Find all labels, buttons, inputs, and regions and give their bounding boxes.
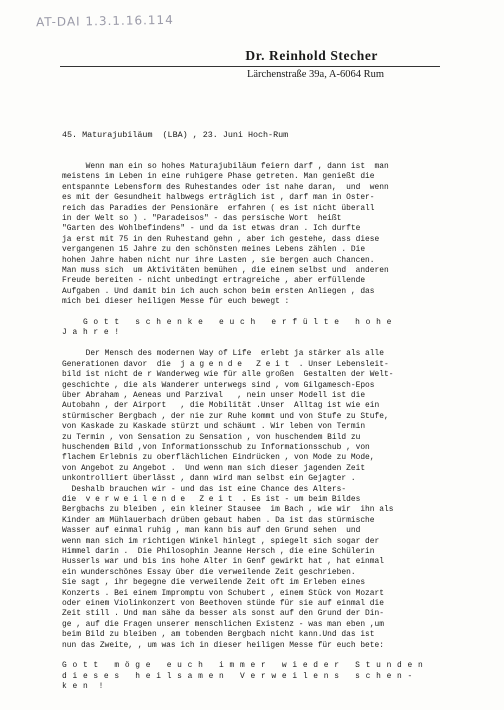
text-line: in der Welt so ) . "Paradeisos" - das persische Wort heißt (62, 214, 342, 224)
text-line: wenn man sich im richtigen Winkel hinlegt , spiegelt sich sogar der (62, 536, 380, 546)
text-line: über Abraham , Aeneas und Parzival , nein unser Modell ist die (62, 390, 366, 400)
paragraph-gap (62, 308, 472, 318)
text-line: die v e r w e i l e n d e Z e i t . Es ist - um beim Bildes (62, 494, 361, 504)
spaced-blessing-paragraph (62, 661, 472, 692)
text-line: d i e s e s h e i l s a m e n V e r w e i l e n s s c h e n - (62, 671, 413, 681)
letterhead-name: Dr. Reinhold Stecher (245, 48, 378, 63)
text-line: Sie sagt , ihr begegne die verweilende Zeit oft im Erleben eines (62, 578, 366, 588)
paragraph-gap (62, 651, 472, 661)
text-line: Wasser auf einmal ruhig , man kann bis auf den Grund sehen und (62, 526, 361, 536)
text-line: Man muss sich um Aktivitäten bemühen , die einem selbst und anderen (62, 266, 389, 276)
text-line: hohen Jahre haben nicht nur ihre Lasten , sie bergen auch Chancen. (62, 255, 375, 265)
letterhead (60, 48, 440, 80)
text-line: Husserls war und bis ins hohe Alter in Genf gewirkt hat , hat einmal (62, 557, 384, 567)
text-line: Kinder am Mühlauerbach drüben gebaut haben . Da ist das stürmische (62, 515, 375, 525)
text-line: unkontrolliert überlässt , dann wird man selbst ein Gejagter . (62, 474, 356, 484)
spaced-blessing-paragraph (62, 318, 472, 339)
text-line: Autobahn , der Airport , die Mobilität .Unser Alltag ist wie ein (62, 401, 380, 411)
text-line: Deshalb brauchen wir - und das ist eine Chance des Alters- (62, 484, 347, 494)
text-line: von Angebot zu Angebot . Und wenn man sich dieser jagenden Zeit (62, 463, 366, 473)
text-line: von Kaskade zu Kaskade stürzt und schäumt . Wir leben von Termin (62, 422, 366, 432)
paragraph-gap (62, 339, 472, 349)
letterhead-rule (60, 66, 440, 67)
text-line: stürmischer Bergbach , der nie zur Ruhe kommt und von Stufe zu Stufe, (62, 411, 389, 421)
text-line: "Garten des Wohlbefindens" - und da ist etwas dran . Ich durfte (62, 224, 361, 234)
text-line: beim Bild zu bleiben , am tobenden Bergbach nicht kann.Und das ist (62, 630, 375, 640)
text-line: es mit der Gesundheit halbwegs erträglich ist , darf man in Öster- (62, 193, 375, 203)
text-line: Bergbachs zu bleiben , ein kleiner Stausee im Bach , wie wir ihn als (62, 505, 394, 515)
text-line: ge , auf die Fragen unserer menschlichen Existenz - was man eben ,um (62, 619, 384, 629)
text-line: Konzerts . Bei einem Impromptu von Schubert , einem Stück von Mozart (62, 588, 384, 598)
text-line: mich bei dieser heiligen Messe für euch bewegt : (62, 297, 290, 307)
text-line: J a h r e ! (62, 328, 120, 338)
text-line: bild ist nicht de r Wanderweg wie für alle großen Gestalten der Welt- (62, 370, 394, 380)
text-line: entspannte Lebensform des Ruhestandes oder ist nahe daran, und wenn (62, 182, 389, 192)
text-line: ja erst mit 75 in den Ruhestand gehn , aber ich gestehe, dass diese (62, 234, 380, 244)
text-line: geschichte , die als Wanderer unterwegs sind , vom Gilgamesch-Epos (62, 380, 375, 390)
text-line: Der Mensch des modernen Way of Life erlebt ja stärker als alle (62, 349, 384, 359)
text-line: flachem Erlebnis zu oberflächlichen Eindrücken , von Mode zu Mode, (62, 453, 375, 463)
text-line: k e n ! (62, 682, 104, 692)
text-line: meistens im Leben in eine ruhigere Phase getreten. Man genießt die (62, 172, 375, 182)
text-line: huschendem Bild ,von Informationsschub zu Informationsschub , von (62, 442, 370, 452)
text-line: Wenn man ein so hohes Maturajubiläum feiern darf , dann ist man (62, 162, 389, 171)
text-line: ein wunderschönes Essay über die verweilende Zeit geschrieben. (62, 567, 356, 577)
text-line: Freude bereiten - nicht unbedingt ertragreiche , aber erfüllende (62, 276, 366, 286)
document-heading: 45. Maturajubiläum (LBA) , 23. Juni Hoch-Rum (62, 130, 289, 140)
body-paragraph (62, 349, 472, 651)
text-line: G o t t s c h e n k e e u c h e r f ü l t e h o h e (62, 318, 392, 328)
letter-body (62, 162, 472, 693)
text-line: vergangenen 15 Jahre zu den schönsten meines Lebens zählen . Die (62, 245, 366, 255)
text-line: nun das Zweite, , um was ich in dieser heiligen Messe für euch bete: (62, 640, 384, 650)
body-paragraph (62, 162, 472, 308)
text-line: Generationen davor die j a g e n d e Z e i t . Unser Lebensleit- (62, 359, 389, 369)
text-line: reich das Paradies der Pensionäre erfahren ( es ist nicht überall (62, 203, 375, 213)
text-line: G o t t m ö g e e u c h i m m e r w i e d e r S t u n d e n (62, 661, 424, 671)
text-line: zu Termin , von Sensation zu Sensation , von huschendem Bild zu (62, 432, 361, 442)
text-line: Himmel darin . Die Philosophin Jeanne Hersch , die eine Schülerin (62, 547, 375, 556)
text-line: Zeit still . Und man sähe da besser als sonst auf den Grund der Din- (62, 609, 384, 619)
text-line: Aufgaben . Und damit bin ich auch schon beim ersten Anliegen , das (62, 286, 375, 296)
archive-signature-mark: AT-DAI 1.3.1.16.114 (35, 12, 174, 30)
text-line: oder einem Violinkonzert von Beethoven stünde für sie auf einmal die (62, 599, 384, 609)
letterhead-address: Lärchenstraße 39a, A-6064 Rum (246, 69, 384, 80)
